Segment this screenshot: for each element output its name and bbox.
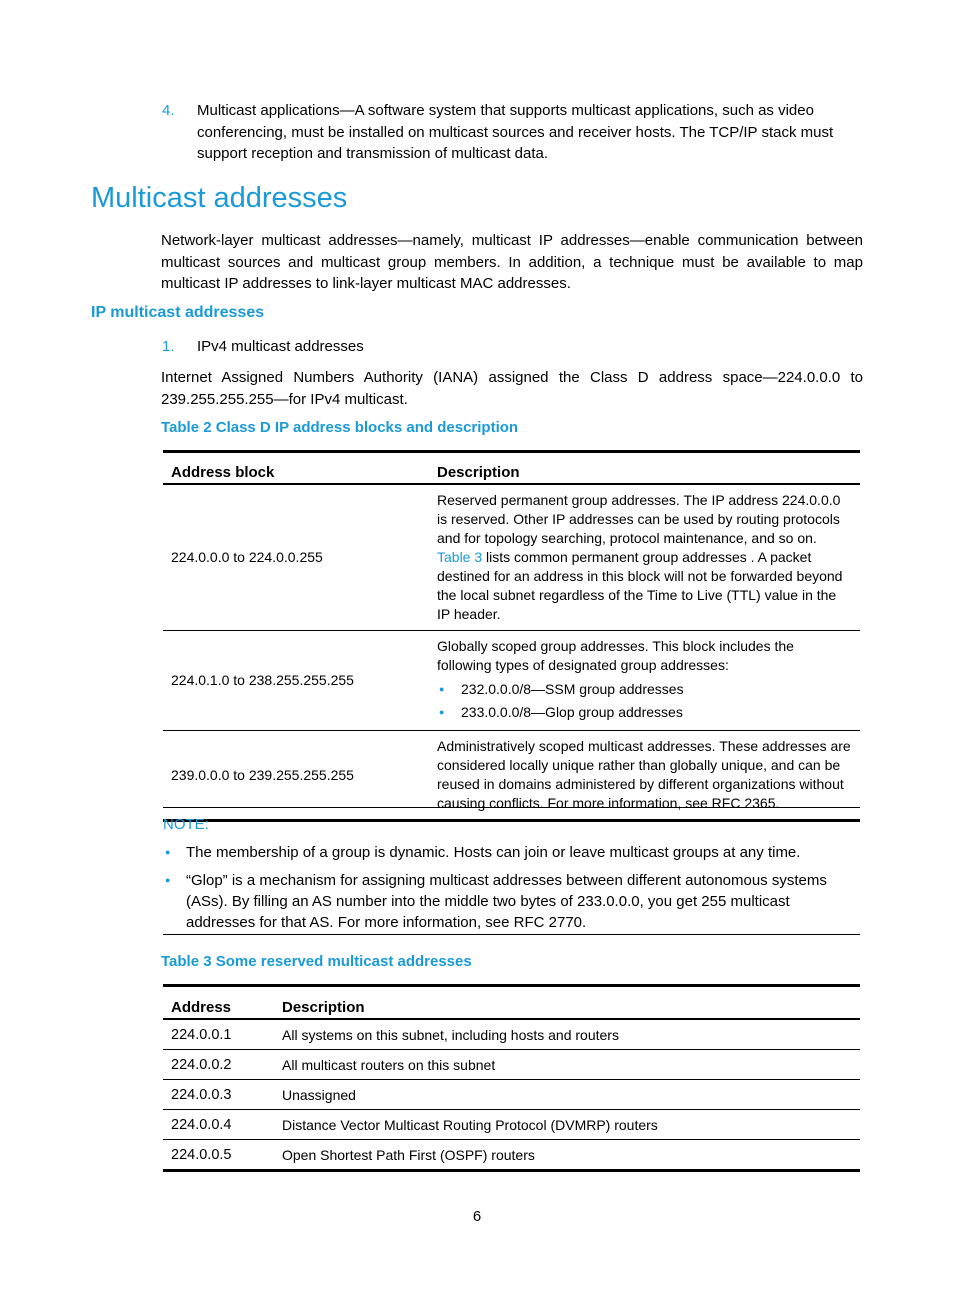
description-cell: Administratively scoped multicast addresses. These addresses are considered locally unique rather than globally unique, and can be reused in domains administered by different organizations without causing conflicts. For more information, see RFC 2365. (429, 731, 860, 821)
list-item-1 (162, 336, 364, 358)
table-row (163, 1080, 860, 1110)
subsection-heading: IP multicast addresses (91, 304, 265, 321)
table3-caption: Table 3 Some reserved multicast addresses (161, 953, 472, 970)
description-cell: Distance Vector Multicast Routing Protocol (DVMRP) routers (274, 1110, 860, 1140)
description-cell: All systems on this subnet, including hosts and routers (282, 1026, 619, 1043)
table-row (163, 484, 860, 631)
table-reserved-addresses (163, 984, 860, 1172)
note-item: ● The membership of a group is dynamic. Hosts can join or leave multicast groups at any time. (163, 842, 860, 863)
column-header: Address block (163, 452, 429, 485)
description-cell (429, 484, 860, 631)
description-cell: All multicast routers on this subnet (274, 1050, 860, 1080)
address-block-cell: 224.0.0.0 to 224.0.0.255 (171, 549, 323, 565)
iana-paragraph: Internet Assigned Numbers Authority (IANA) assigned the Class D address space—224.0.0.0 to 239.255.255.255—for IPv4 multicast. (161, 369, 863, 408)
table2-caption: Table 2 Class D IP address blocks and description (161, 419, 519, 436)
address-cell: 224.0.0.5 (163, 1140, 274, 1171)
description-cell: Unassigned (274, 1080, 860, 1110)
address-cell: 224.0.0.1 (171, 1026, 232, 1043)
table-row (163, 1019, 860, 1050)
description-cell (429, 631, 860, 731)
list-text: IPv4 multicast addresses (197, 338, 364, 355)
description-cell: Open Shortest Path First (OSPF) routers (274, 1140, 860, 1171)
column-header: Description (429, 452, 860, 485)
bullet-list (437, 678, 852, 724)
list-number: 4. (162, 102, 175, 119)
note-item: ● “Glop” is a mechanism for assigning multicast addresses between different autonomous systems (ASs). By filling an AS number into the middle two bytes of 233.0.0.0, you get 255 multicast addresses for that AS. For more information, see RFC 2770. (163, 870, 860, 933)
table-row (163, 1110, 860, 1140)
description-text: lists common permanent group addresses . A packet destined for an address in this block will not be forwarded beyond the local subnet regardless of the Time to Live (TTL) value in the IP header. (437, 549, 843, 622)
address-cell: 224.0.0.3 (163, 1080, 274, 1110)
column-header: Description (274, 986, 860, 1020)
description-text: Globally scoped group addresses. This block includes the following types of designated group addresses: (437, 638, 794, 673)
address-block-cell: 239.0.0.0 to 239.255.255.255 (163, 731, 429, 821)
table-row (163, 631, 860, 731)
column-header: Address (163, 986, 274, 1020)
note-list (163, 842, 860, 940)
table-3-link[interactable]: Table 3 (437, 549, 483, 565)
list-text: Multicast applications—A software system that supports multicast applications, such as video conferencing, must be installed on multicast sources and receiver hosts. The TCP/IP stack must support reception and transmission of multicast data. (197, 102, 834, 162)
section-heading: Multicast addresses (91, 182, 348, 214)
intro-paragraph: Network-layer multicast addresses—namely, multicast IP addresses—enable communication between multicast sources and multicast group members. In addition, a technique must be available to map multicast IP addresses to link-layer multicast MAC addresses. (161, 232, 863, 292)
table-row (163, 1140, 860, 1171)
address-cell: 224.0.0.2 (163, 1050, 274, 1080)
description-text: Reserved permanent group addresses. The IP address 224.0.0.0 is reserved. Other IP addresses can be used by routing protocols and for topology searching, protocol maintenance, and so on. (437, 492, 841, 546)
bullet-item: ● 233.0.0.0/8—Glop group addresses (437, 701, 852, 724)
address-block-cell: 224.0.1.0 to 238.255.255.255 (163, 631, 429, 731)
table-class-d-blocks (163, 450, 860, 822)
table-row (163, 1050, 860, 1080)
bullet-item: ● 232.0.0.0/8—SSM group addresses (437, 678, 852, 701)
address-cell: 224.0.0.4 (163, 1110, 274, 1140)
list-number: 1. (162, 338, 175, 355)
note-box (163, 807, 860, 935)
page-number: 6 (472, 1208, 482, 1225)
note-label: NOTE: (163, 816, 209, 833)
